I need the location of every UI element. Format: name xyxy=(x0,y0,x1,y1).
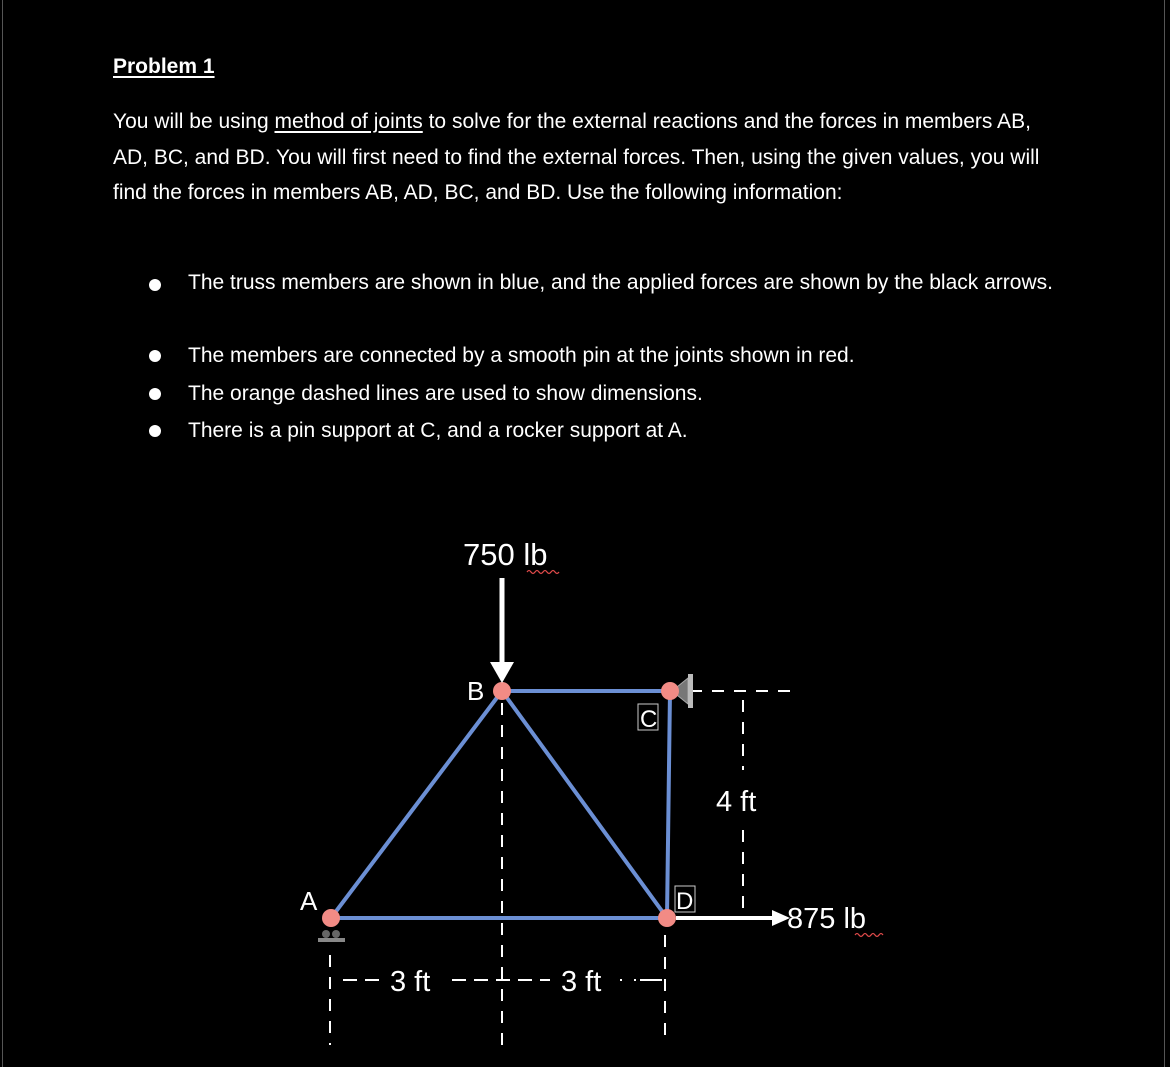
joint-b-label: B xyxy=(467,676,485,706)
height-dimension-label: 4 ft xyxy=(716,786,757,818)
left-span-dimension-label: 3 ft xyxy=(390,966,431,998)
joint-a-pin xyxy=(322,909,340,927)
method-of-joints-link[interactable]: method of joints xyxy=(274,110,423,133)
member-ab xyxy=(331,691,502,918)
joint-a-label: A xyxy=(300,886,318,916)
joint-d-label: D xyxy=(676,888,694,915)
intro-text-1: You will be using xyxy=(113,110,275,133)
joints xyxy=(322,682,679,927)
intro-text-2: to solve for the external reactions and the forces in members AB, AD, BC, and BD. You will first need to find the external forces. Then, using the given values, you will find the forces in members AB, AD, BC, and BD. Use the following information: xyxy=(113,110,1040,204)
bullet-item: The truss members are shown in blue, and the applied forces are shown by the black arrows. xyxy=(188,271,1053,294)
joint-c-label: C xyxy=(640,706,658,733)
problem-title: Problem 1 xyxy=(113,55,215,78)
joint-b-pin xyxy=(493,682,511,700)
vertical-load-arrow xyxy=(490,578,514,683)
joint-d-pin xyxy=(658,909,676,927)
right-span-dimension-label: 3 ft xyxy=(561,966,602,998)
joint-c-pin xyxy=(661,682,679,700)
rocker-support-a xyxy=(318,930,345,942)
member-cd xyxy=(667,691,670,918)
bullet-item: The members are connected by a smooth pin at the joints shown in red. xyxy=(188,344,855,367)
bullet-item: There is a pin support at C, and a rocker support at A. xyxy=(188,419,688,442)
vertical-load-label: 750 lb xyxy=(463,537,548,572)
horizontal-load-label: 875 lb xyxy=(787,903,867,935)
truss-members xyxy=(331,691,670,918)
bullet-item: The orange dashed lines are used to show dimensions. xyxy=(188,382,703,405)
